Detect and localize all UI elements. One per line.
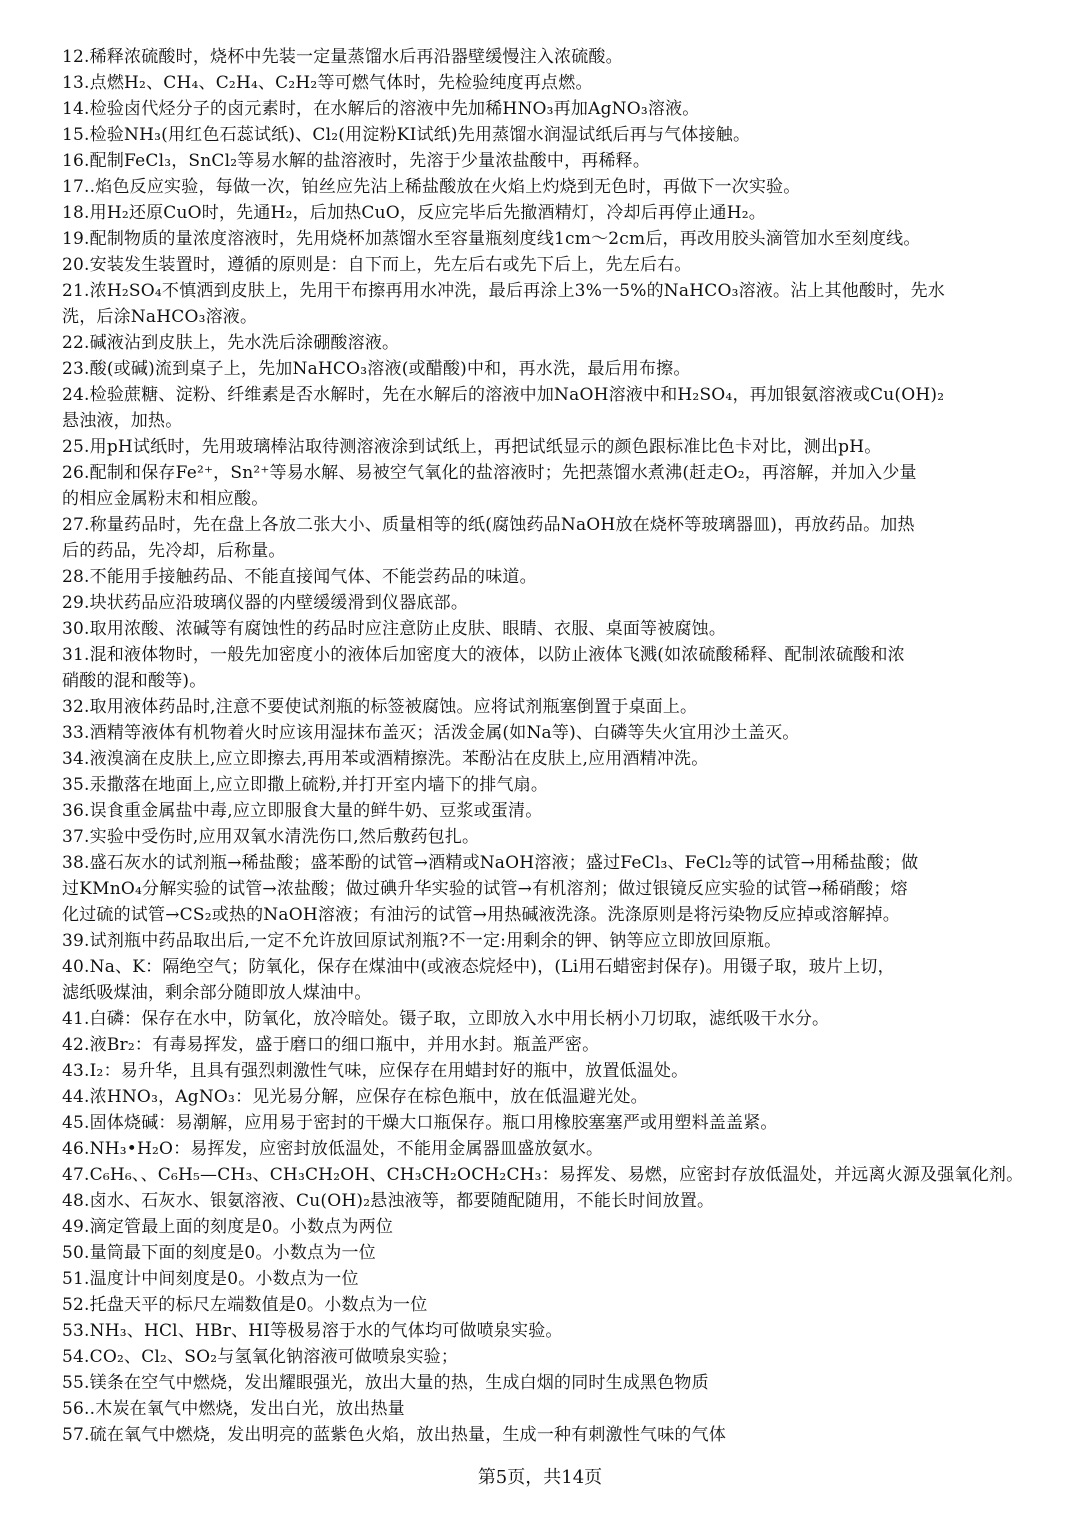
- text-line: 48.卤水、石灰水、银氨溶液、Cu(OH)₂悬浊液等，都要随配随用，不能长时间放置。: [62, 1191, 715, 1211]
- text-line: 27.称量药品时，先在盘上各放二张大小、质量相等的纸(腐蚀药品NaOH放在烧杯等玻璃器皿)，再放药品。加热: [62, 515, 915, 535]
- text-line: 化过硫的试管→CS₂或热的NaOH溶液；有油污的试管→用热碱液洗涤。洗涤原则是将污染物反应掉或溶解掉。: [62, 905, 900, 925]
- text-line: 31.混和液体物时，一般先加密度小的液体后加密度大的液体，以防止液体飞溅(如浓硫酸稀释、配制浓硫酸和浓: [62, 645, 905, 665]
- text-line: 46.NH₃•H₂O：易挥发，应密封放低温处，不能用金属器皿盛放氨水。: [62, 1139, 604, 1159]
- text-line: 29.块状药品应沿玻璃仪器的内壁缓缓滑到仪器底部。: [62, 593, 469, 613]
- text-line: 28.不能用手接触药品、不能直接闻气体、不能尝药品的味道。: [62, 567, 537, 587]
- text-line: 56..木炭在氧气中燃烧，发出白光，放出热量: [62, 1399, 405, 1419]
- text-line: 的相应金属粉末和相应酸。: [62, 489, 269, 509]
- text-line: 12.稀释浓硫酸时，烧杯中先装一定量蒸馏水后再沿器壁缓慢注入浓硫酸。: [62, 47, 623, 67]
- text-line: 17..焰色反应实验，每做一次，铂丝应先沾上稀盐酸放在火焰上灼烧到无色时，再做下一次实验。: [62, 177, 801, 197]
- text-line: 35.汞撒落在地面上,应立即撒上硫粉,并打开室内墙下的排气扇。: [62, 775, 549, 795]
- text-line: 21.浓H₂SO₄不慎洒到皮肤上，先用干布擦再用水冲洗，最后再涂上3%一5%的NaHCO₃溶液。沾上其他酸时，先水: [62, 281, 946, 301]
- text-line: 20.安装发生装置时，遵循的原则是：自下而上，先左后右或先下后上，先左后右。: [62, 255, 692, 275]
- text-line: 25.用pH试纸时，先用玻璃棒沾取待测溶液涂到试纸上，再把试纸显示的颜色跟标准比色卡对比，测出pH。: [62, 437, 882, 457]
- text-line: 硝酸的混和酸等)。: [62, 671, 207, 691]
- text-line: 过KMnO₄分解实验的试管→浓盐酸；做过碘升华实验的试管→有机溶剂；做过银镜反应实验的试管→稀硝酸；熔: [62, 879, 908, 899]
- text-line: 23.酸(或碱)流到桌子上，先加NaHCO₃溶液(或醋酸)中和，再水洗，最后用布擦。: [62, 359, 691, 379]
- text-line: 55.镁条在空气中燃烧，发出耀眼强光，放出大量的热，生成白烟的同时生成黑色物质: [62, 1373, 709, 1393]
- text-line: 30.取用浓酸、浓碱等有腐蚀性的药品时应注意防止皮肤、眼睛、衣服、桌面等被腐蚀。: [62, 619, 727, 639]
- text-line: 19.配制物质的量浓度溶液时，先用烧杯加蒸馏水至容量瓶刻度线1cm～2cm后，再改用胶头滴管加水至刻度线。: [62, 229, 921, 249]
- text-line: 33.酒精等液体有机物着火时应该用湿抹布盖灭；活泼金属(如Na等)、白磷等失火宜用沙土盖灭。: [62, 723, 800, 743]
- text-line: 洗，后涂NaHCO₃溶液。: [62, 307, 258, 327]
- text-line: 18.用H₂还原CuO时，先通H₂，后加热CuO，反应完毕后先撤酒精灯，冷却后再停止通H₂。: [62, 203, 766, 223]
- text-line: 37.实验中受伤时,应用双氧水清洗伤口,然后敷药包扎。: [62, 827, 480, 847]
- text-line: 52.托盘天平的标尺左端数值是0。小数点为一位: [62, 1295, 428, 1315]
- text-line: 49.滴定管最上面的刻度是0。小数点为两位: [62, 1217, 394, 1237]
- page-footer: 第5页，共14页: [477, 1467, 603, 1488]
- text-line: 22.碱液沾到皮肤上，先水洗后涂硼酸溶液。: [62, 333, 400, 353]
- text-line: 16.配制FeCl₃，SnCl₂等易水解的盐溶液时，先溶于少量浓盐酸中，再稀释。: [62, 151, 651, 171]
- text-line: 57.硫在氧气中燃烧，发出明亮的蓝紫色火焰，放出热量，生成一种有刺激性气味的气体: [62, 1425, 727, 1445]
- text-line: 47.C₆H₆、、C₆H₅—CH₃、CH₃CH₂OH、CH₃CH₂OCH₂CH₃：易挥发、易燃，应密封存放低温处，并远离火源及强氧化剂。: [62, 1165, 1024, 1185]
- text-line: 38.盛石灰水的试剂瓶→稀盐酸；盛苯酚的试管→酒精或NaOH溶液；盛过FeCl₃、FeCl₂等的试管→用稀盐酸；做: [62, 853, 919, 873]
- document-body: [62, 44, 1028, 1448]
- text-line: 51.温度计中间刻度是0。小数点为一位: [62, 1269, 359, 1289]
- text-line: 54.CO₂、Cl₂、SO₂与氢氧化钠溶液可做喷泉实验；: [62, 1347, 459, 1367]
- text-line: 后的药品，先冷却，后称量。: [62, 541, 286, 561]
- text-line: 45.固体烧碱：易潮解，应用易于密封的干燥大口瓶保存。瓶口用橡胶塞塞严或用塑料盖盖紧。: [62, 1113, 778, 1133]
- text-line: 滤纸吸煤油，剩余部分随即放人煤油中。: [62, 983, 372, 1003]
- text-line: 44.浓HNO₃，AgNO₃：见光易分解，应保存在棕色瓶中，放在低温避光处。: [62, 1087, 648, 1107]
- text-line: 悬浊液，加热。: [62, 411, 183, 431]
- text-line: 15.检验NH₃(用红色石蕊试纸)、Cl₂(用淀粉KI试纸)先用蒸馏水润湿试纸后再与气体接触。: [62, 125, 751, 145]
- text-line: 43.I₂：易升华，且具有强烈刺激性气味，应保存在用蜡封好的瓶中，放置低温处。: [62, 1061, 689, 1081]
- text-line: 41.白磷：保存在水中，防氧化，放冷暗处。镊子取，立即放入水中用长柄小刀切取，滤纸吸干水分。: [62, 1009, 830, 1029]
- text-line: 26.配制和保存Fe²⁺，Sn²⁺等易水解、易被空气氧化的盐溶液时；先把蒸馏水煮沸(赶走O₂，再溶解，并加入少量: [62, 463, 917, 483]
- text-line: 50.量筒最下面的刻度是0。小数点为一位: [62, 1243, 376, 1263]
- text-line: 40.Na、K：隔绝空气；防氧化，保存在煤油中(或液态烷烃中)，(Li用石蜡密封保存)。用镊子取，玻片上切，: [62, 957, 895, 977]
- text-line: 34.液溴滴在皮肤上,应立即擦去,再用苯或酒精擦洗。苯酚沾在皮肤上,应用酒精冲洗。: [62, 749, 709, 769]
- text-line: 24.检验蔗糖、淀粉、纤维素是否水解时，先在水解后的溶液中加NaOH溶液中和H₂SO₄，再加银氨溶液或Cu(OH)₂: [62, 385, 945, 405]
- text-line: 39.试剂瓶中药品取出后,一定不允许放回原试剂瓶?不一定:用剩余的钾、钠等应立即放回原瓶。: [62, 931, 782, 951]
- text-line: 14.检验卤代烃分子的卤元素时，在水解后的溶液中先加稀HNO₃再加AgNO₃溶液。: [62, 99, 700, 119]
- text-line: 13.点燃H₂、CH₄、C₂H₄、C₂H₂等可燃气体时，先检验纯度再点燃。: [62, 73, 593, 93]
- text-line: 42.液Br₂：有毒易挥发，盛于磨口的细口瓶中，并用水封。瓶盖严密。: [62, 1035, 600, 1055]
- text-line: 36.误食重金属盐中毒,应立即服食大量的鲜牛奶、豆浆或蛋清。: [62, 801, 543, 821]
- text-line: 53.NH₃、HCl、HBr、HI等极易溶于水的气体均可做喷泉实验。: [62, 1321, 563, 1341]
- text-line: 32.取用液体药品时,注意不要使试剂瓶的标签被腐蚀。应将试剂瓶塞倒置于桌面上。: [62, 697, 698, 717]
